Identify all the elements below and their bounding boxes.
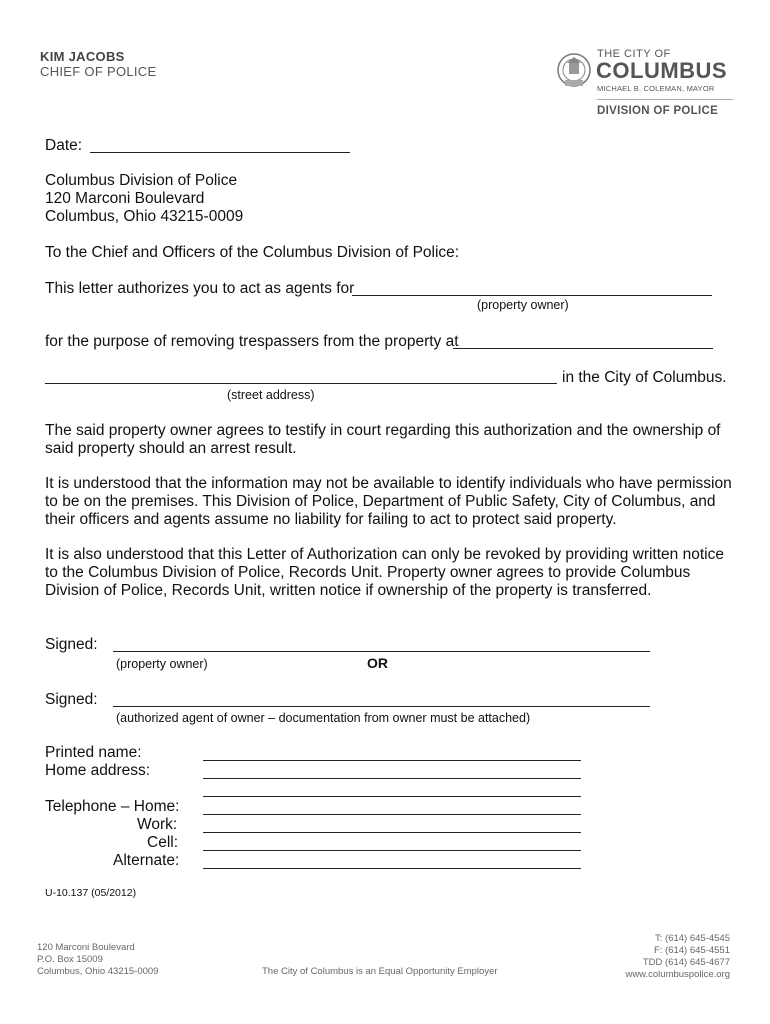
date-label: Date: xyxy=(45,137,83,154)
paragraph-revoke: It is also understood that this Letter of Authorization can only be revoked by providing written notice to the Columbus Division of Police, Records Unit. Property owner agrees to provide Columbus Division of Police, Records Unit, written notice if ownership of the property is transferred. xyxy=(45,546,724,599)
recipient-line-3: Columbus, Ohio 43215-0009 xyxy=(45,208,244,225)
footer-fax: F: (614) 645-4551 xyxy=(653,945,730,956)
cell-label: Cell: xyxy=(147,834,179,851)
paragraph-testify: The said property owner agrees to testify in court regarding this authorization and the ownership of said property should an arrest result. xyxy=(45,422,721,457)
telephone-home-field[interactable] xyxy=(203,814,581,815)
home-address-field-2[interactable] xyxy=(203,796,581,797)
telephone-cell-field[interactable] xyxy=(203,850,581,851)
home-address-label: Home address: xyxy=(45,762,151,779)
footer-address-3: Columbus, Ohio 43215-0009 xyxy=(37,966,159,977)
salutation: To the Chief and Officers of the Columbus Division of Police: xyxy=(45,244,460,261)
telephone-work-field[interactable] xyxy=(203,832,581,833)
printed-name-field[interactable] xyxy=(203,760,581,761)
work-label: Work: xyxy=(137,816,178,833)
chief-name: KIM JACOBS xyxy=(40,49,125,64)
city-name: COLUMBUS xyxy=(596,58,728,83)
paragraph-understood: It is understood that the information may not be available to identify individuals who have permission to be on the premises. This Division of Police, Department of Public Safety, City of Columbus, and their officers and agents assume no liability for failing to act to protect said property. xyxy=(45,475,732,528)
form-number: U-10.137 (05/2012) xyxy=(45,887,137,899)
city-line: THE CITY OF xyxy=(597,48,671,60)
signed-label-2: Signed: xyxy=(45,691,98,708)
purpose-text: for the purpose of removing trespassers from the property at xyxy=(45,333,459,350)
signed-caption-agent: (authorized agent of owner – documentation from owner must be attached) xyxy=(116,711,531,725)
owner-signature-field[interactable] xyxy=(113,651,650,652)
chief-title: CHIEF OF POLICE xyxy=(40,64,157,79)
alternate-label: Alternate: xyxy=(113,852,180,869)
city-suffix: in the City of Columbus. xyxy=(562,369,727,386)
footer-phone: T: (614) 645-4545 xyxy=(655,933,730,944)
street-address-caption: (street address) xyxy=(227,388,315,402)
property-owner-field[interactable] xyxy=(352,295,712,296)
signed-caption-owner: (property owner) xyxy=(116,657,208,671)
signed-label-1: Signed: xyxy=(45,636,98,653)
agent-signature-field[interactable] xyxy=(113,706,650,707)
property-address-field-1[interactable] xyxy=(453,348,713,349)
telephone-home-label: Telephone – Home: xyxy=(45,798,180,815)
footer-address-1: 120 Marconi Boulevard xyxy=(37,942,135,953)
recipient-line-2: 120 Marconi Boulevard xyxy=(45,190,205,207)
recipient-line-1: Columbus Division of Police xyxy=(45,172,238,189)
letterhead-divider xyxy=(597,99,733,100)
city-seal-icon xyxy=(556,50,592,92)
property-address-field-2[interactable] xyxy=(45,383,557,384)
division-name: DIVISION OF POLICE xyxy=(597,105,719,117)
footer-tdd: TDD (614) 645-4677 xyxy=(642,957,730,968)
telephone-alternate-field[interactable] xyxy=(203,868,581,869)
property-owner-caption: (property owner) xyxy=(477,298,569,312)
authorize-text: This letter authorizes you to act as agents for xyxy=(45,280,355,297)
home-address-field-1[interactable] xyxy=(203,778,581,779)
equal-opportunity-notice: The City of Columbus is an Equal Opportunity Employer xyxy=(262,966,498,977)
footer-address-2: P.O. Box 15009 xyxy=(37,954,103,965)
date-field[interactable] xyxy=(90,152,350,153)
footer-website[interactable]: www.columbuspolice.org xyxy=(625,969,730,980)
mayor-line: MICHAEL B. COLEMAN, MAYOR xyxy=(597,84,715,93)
or-text: OR xyxy=(367,655,388,671)
printed-name-label: Printed name: xyxy=(45,744,142,761)
